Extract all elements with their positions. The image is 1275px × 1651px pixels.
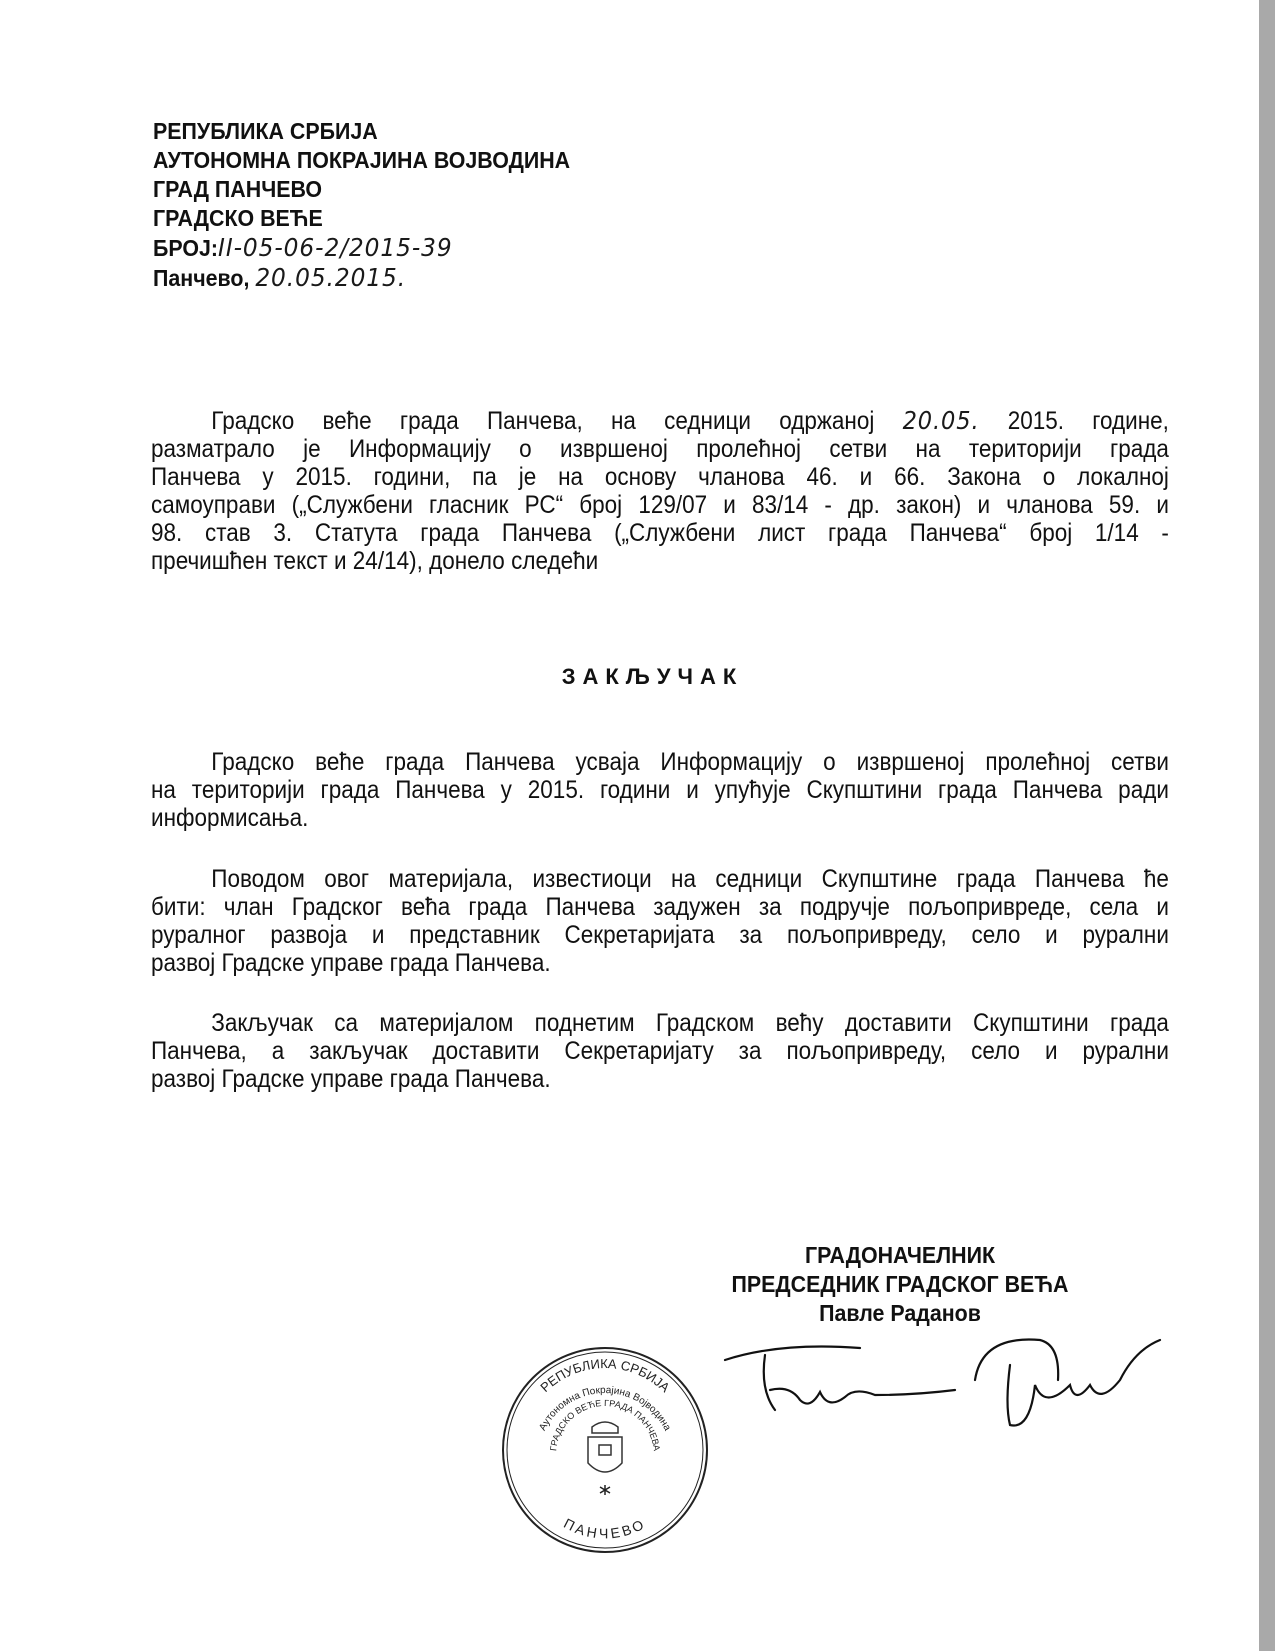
signatory-position: ПРЕДСЕДНИК ГРАДСКОГ ВЕЋА	[731, 1271, 1069, 1297]
header-line: ГРАД ПАНЧЕВО	[153, 176, 323, 202]
text-line: бити: члан Градског већа града Панчева задужен за подручје пољопривреде, села и	[151, 893, 1169, 921]
scan-edge	[1259, 0, 1275, 1651]
number-label: БРОЈ:	[153, 235, 219, 261]
text-line: руралног развоја и представник Секретаријата за пољопривреду, село и рурални	[151, 921, 1169, 949]
text-line: разматрало је Информацију о извршеној пролећној сетви на територији града	[151, 435, 1169, 463]
document-place-date	[153, 263, 570, 293]
official-seal	[500, 1345, 710, 1555]
text-line: Закључак са материјалом поднетим Градском већу доставити Скупштини града	[211, 1009, 1169, 1037]
text-fragment: 2015. године,	[1007, 407, 1169, 435]
handwritten-session-date: 20.05.	[902, 406, 980, 435]
seal-bottom-text: ПАНЧЕВО	[561, 1514, 649, 1542]
header-line: АУТОНОМНА ПОКРАЈИНА ВОЈВОДИНА	[153, 147, 571, 173]
header-line: ГРАДСКО ВЕЋЕ	[153, 205, 323, 231]
document-number	[153, 233, 570, 263]
text-line: самоуправи („Службени гласник РС“ број 129/07 и 83/14 - др. закон) и чланова 59. и	[151, 491, 1169, 519]
document-title: ЗАКЉУЧАК	[561, 664, 744, 689]
text-line: развој Градске управе града Панчева.	[151, 1065, 551, 1093]
signatory-name: Павле Раданов	[819, 1300, 981, 1326]
text-line: Панчева у 2015. години, па је на основу чланова 46. и 66. Закона о локалној	[151, 463, 1169, 491]
handwritten-signature	[720, 1330, 1220, 1440]
handwritten-date: 20.05.2015.	[255, 263, 407, 292]
seal-outer-text: РЕПУБЛИКА СРБИЈА	[537, 1356, 673, 1396]
text-line: Градско веће града Панчева усваја Информацију о извршеној пролећној сетви	[211, 748, 1169, 776]
text-line	[151, 407, 1169, 435]
handwritten-number: II-05-06-2/2015-39	[218, 233, 453, 262]
paragraph-conclusion	[151, 748, 1169, 832]
document-header	[153, 117, 570, 293]
intro-paragraph	[151, 407, 1169, 575]
seal-middle-text: Аутономна Покрајина Војводина	[537, 1384, 673, 1433]
paragraph-delivery	[151, 1009, 1169, 1093]
place-label: Панчево,	[153, 265, 250, 291]
header-line: РЕПУБЛИКА СРБИЈА	[153, 118, 378, 144]
text-line: Панчева, а закључак доставити Секретаријату за пољопривреду, село и рурални	[151, 1037, 1169, 1065]
text-line: информисања.	[151, 804, 309, 832]
text-line: пречишћен текст и 24/14), донело следећи	[151, 547, 599, 575]
signature-block	[668, 1241, 1133, 1328]
signatory-title: ГРАДОНАЧЕЛНИК	[804, 1242, 996, 1268]
paragraph-rapporteurs	[151, 865, 1169, 977]
text-line: Поводом овог материјала, известиоци на седници Скупштине града Панчева ће	[211, 865, 1169, 893]
text-line: на територији града Панчева у 2015. години и упућује Скупштини града Панчева ради	[151, 776, 1169, 804]
text-line: развој Градске управе града Панчева.	[151, 949, 551, 977]
text-line: 98. став 3. Статута града Панчева („Службени лист града Панчева“ број 1/14 -	[151, 519, 1169, 547]
seal-inner-text: ГРАДСКО ВЕЋЕ ГРАДА ПАНЧЕВА	[548, 1397, 662, 1452]
text-fragment: Градско веће града Панчева, на седници одржаној	[211, 407, 875, 435]
coat-of-arms-icon	[588, 1422, 622, 1472]
star-icon	[600, 1485, 610, 1495]
